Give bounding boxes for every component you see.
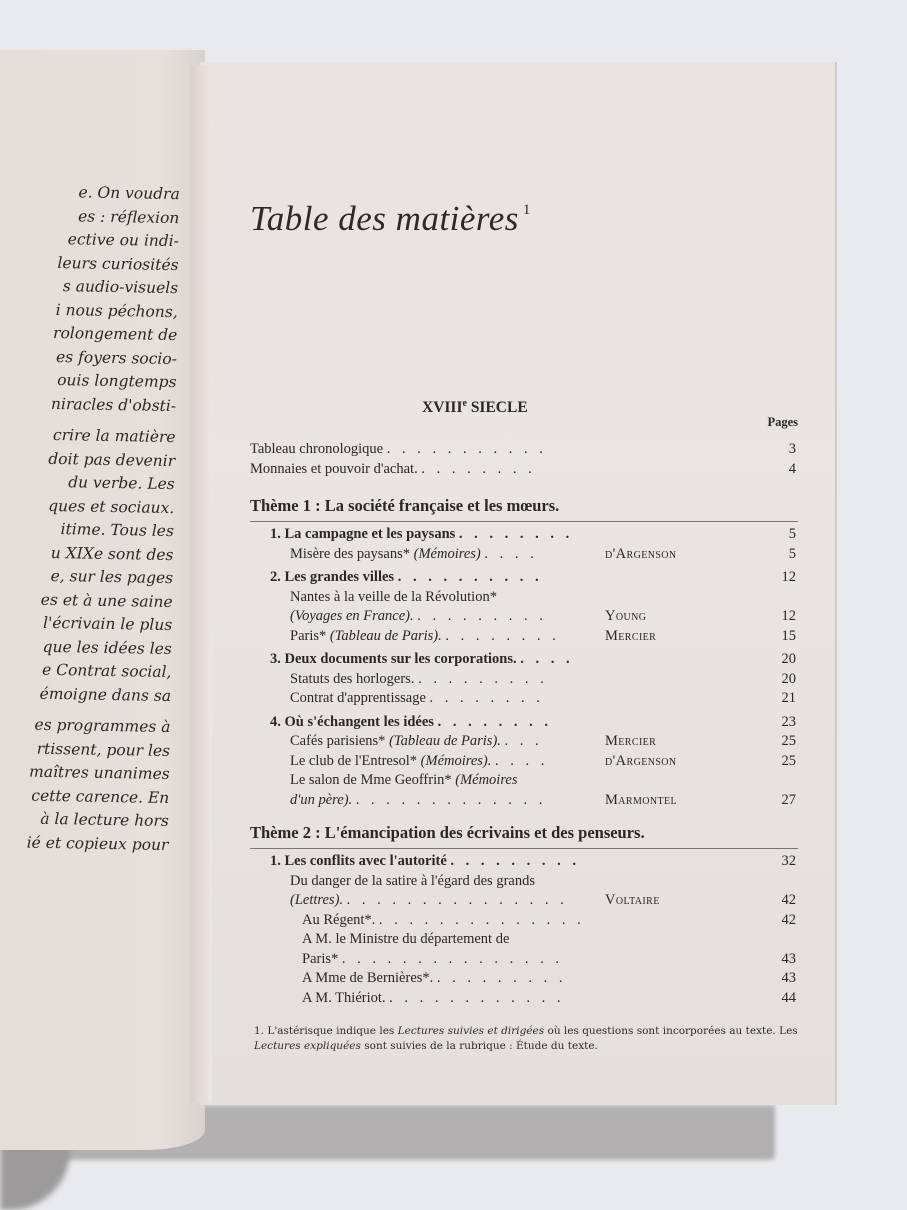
leader-dots: . . . . . . . . . . . . xyxy=(389,989,565,1006)
entry-page: 12 xyxy=(781,569,796,585)
entry-title xyxy=(250,911,585,931)
entry-title xyxy=(250,607,547,627)
entry-author: Voltaire xyxy=(605,892,660,908)
leader-dots: . . . . xyxy=(495,752,549,769)
left-page-line: ective ou indi- xyxy=(67,230,180,251)
left-page-line: à la lecture hors xyxy=(40,809,169,831)
left-page-line: rolongement de xyxy=(52,323,178,345)
left-page-line: niracles d'obsti- xyxy=(50,394,177,415)
toc-entry-row xyxy=(250,670,798,690)
entry-page: 44 xyxy=(781,989,796,1006)
theme-heading: Thème 1 : La société française et les mœurs. xyxy=(250,496,560,515)
entry-page: 12 xyxy=(781,608,796,624)
entry-page: 43 xyxy=(781,950,796,967)
entry-author: Young xyxy=(605,608,647,624)
left-page-line: es et à une saine xyxy=(40,590,173,611)
left-page-text xyxy=(0,180,180,857)
toc-entry-row xyxy=(250,950,798,970)
entry-title xyxy=(250,545,538,565)
leader-dots: . . . . . . . . xyxy=(421,460,536,477)
left-page-line: e Contrat social, xyxy=(41,660,172,682)
toc-entry-row xyxy=(250,752,798,772)
entry-text: 1. La campagne et les paysans xyxy=(270,526,456,542)
entry-text: A M. Thiériot. xyxy=(302,989,386,1006)
entry-work: (Mémoires). xyxy=(420,752,492,769)
entry-page: 25 xyxy=(781,733,796,749)
page-title-text: Table des matières xyxy=(250,199,519,238)
entry-work: d'un père). xyxy=(290,791,353,808)
left-page-line: i nous péchons, xyxy=(55,300,178,321)
leader-dots: . . . . . . . . xyxy=(429,690,544,706)
left-page-line: émoigne dans sa xyxy=(39,684,172,705)
entry-text: Paris* xyxy=(290,627,327,644)
entry-author: Marmontel xyxy=(605,791,678,808)
entry-page: 20 xyxy=(781,651,796,667)
toc-section-row xyxy=(250,650,798,670)
entry-title xyxy=(250,891,568,911)
left-page-line: es : réflexion xyxy=(77,206,180,227)
entry-text: 1. Les conflits avec l'autorité xyxy=(270,853,447,869)
entry-title xyxy=(250,568,543,588)
toc-entry-row xyxy=(250,989,798,1009)
entry-work: (Mémoires xyxy=(455,772,518,788)
entry-text: Misère des paysans* xyxy=(290,545,411,562)
entry-work: (Mémoires) xyxy=(413,545,481,562)
toc-entry-row xyxy=(250,771,798,791)
footnote-text: où les questions sont incorporées au texte. Les xyxy=(544,1025,798,1037)
leader-dots: . . . . . . . . . xyxy=(418,670,548,687)
footnote-mark: 1. xyxy=(254,1025,268,1037)
toc-body xyxy=(250,440,798,1054)
entry-title xyxy=(250,440,547,460)
entry-page: 25 xyxy=(781,752,796,769)
entry-title xyxy=(250,752,548,772)
leader-dots: . . . . . . . . . . . . . xyxy=(355,791,547,808)
left-page-line: maîtres unanimes xyxy=(28,762,170,784)
toc-entry-row xyxy=(250,689,798,709)
entry-page: 20 xyxy=(781,670,796,687)
left-page-line: e. On voudra xyxy=(78,183,180,204)
entry-text: Au Régent*. xyxy=(302,911,376,928)
toc-intro-row xyxy=(250,440,798,460)
century-label: SIECLE xyxy=(470,399,528,416)
toc-entry-row xyxy=(250,588,798,608)
entry-text: Cafés parisiens* xyxy=(290,733,386,749)
entry-page: 43 xyxy=(781,970,796,986)
leader-dots: . . . . . . . . xyxy=(458,526,574,542)
toc-entry-row xyxy=(250,930,798,950)
leader-dots: . . . . . . . . xyxy=(437,713,552,730)
entry-title xyxy=(250,771,518,791)
entry-page: 15 xyxy=(781,627,796,644)
entry-page: 5 xyxy=(788,545,796,562)
footnote-text: sont suivies de la rubrique : Étude du texte. xyxy=(360,1040,598,1052)
toc-entry-row xyxy=(250,891,798,911)
toc-entry-row xyxy=(250,969,798,989)
toc-entry-row xyxy=(250,607,798,627)
entry-title xyxy=(250,460,536,480)
toc-entry-row xyxy=(250,732,798,752)
entry-author: d'Argenson xyxy=(605,752,677,769)
footnote-text: Lectures suivies et dirigées xyxy=(397,1025,545,1037)
left-page-line: leurs curiosités xyxy=(57,253,179,274)
entry-work: (Lettres). xyxy=(290,892,344,908)
left-page-line: itime. Tous les xyxy=(60,520,175,541)
toc-entry-row xyxy=(250,545,798,565)
theme-spacer xyxy=(250,810,798,822)
leader-dots: . . . . . . . . . . . . . . xyxy=(378,911,585,928)
toc-intro-row xyxy=(250,460,798,480)
leader-dots: . . . . xyxy=(520,651,574,667)
entry-title xyxy=(250,713,552,733)
entry-page: 27 xyxy=(781,791,796,808)
entry-text: Paris* xyxy=(302,950,339,967)
left-page-line: crire la matière xyxy=(52,425,176,447)
leader-dots: . . . . . . . . . xyxy=(417,608,547,624)
entry-page: 3 xyxy=(788,441,796,457)
century-sup: e xyxy=(462,398,467,409)
entry-text: A M. le Ministre du département de xyxy=(302,931,510,947)
toc-entry-row xyxy=(250,627,798,647)
entry-page: 23 xyxy=(781,713,796,730)
entry-title xyxy=(250,930,509,950)
entry-work: (Tableau de Paris). xyxy=(329,627,442,644)
entry-text: Nantes à la veille de la Révolution* xyxy=(290,588,497,605)
entry-work: (Voyages en France). xyxy=(290,608,414,624)
entry-title xyxy=(250,689,544,709)
entry-title xyxy=(250,670,548,690)
left-page-line: l'écrivain le plus xyxy=(42,613,173,635)
entry-text: 4. Où s'échangent les idées xyxy=(270,713,434,730)
century-numeral: XVIII xyxy=(422,399,463,416)
left-page-line: ouis longtemps xyxy=(57,371,177,392)
left-page-line: ié et copieux pour xyxy=(26,833,169,854)
entry-title xyxy=(250,950,563,970)
entry-page: 32 xyxy=(781,853,796,869)
entry-title xyxy=(250,969,567,989)
toc-section-row xyxy=(250,713,798,733)
entry-text: Le salon de Mme Geoffrin* xyxy=(290,772,452,788)
entry-author: Mercier xyxy=(605,627,657,644)
theme-spacer xyxy=(250,479,798,495)
entry-page: 5 xyxy=(788,526,796,542)
book-gutter xyxy=(190,65,212,1103)
left-page-line: ques et sociaux. xyxy=(48,496,175,517)
left-page-line: e, sur les pages xyxy=(50,566,174,588)
entry-title xyxy=(250,791,546,811)
left-page-line: cette carence. En xyxy=(31,786,170,807)
footnote-text: L'astérisque indique les xyxy=(267,1025,398,1037)
entry-text: Monnaies et pouvoir d'achat. xyxy=(250,460,418,477)
left-page-line: es foyers socio- xyxy=(55,347,178,368)
left-page-line: doit pas devenir xyxy=(48,449,176,470)
entry-title xyxy=(250,627,560,647)
entry-title xyxy=(250,732,543,752)
entry-title xyxy=(250,650,574,670)
pages-column-label: Pages xyxy=(767,415,798,429)
toc-section-row xyxy=(250,525,798,545)
leader-dots: . . . . . . . . . xyxy=(436,970,567,986)
entry-title xyxy=(250,989,565,1009)
entry-author: Mercier xyxy=(605,733,657,749)
left-page-line: s audio-visuels xyxy=(62,277,179,298)
entry-text: Contrat d'apprentissage xyxy=(290,690,426,706)
entry-title xyxy=(250,852,580,872)
leader-dots: . . . . xyxy=(484,545,538,562)
leader-dots: . . . xyxy=(504,733,543,749)
entry-page: 42 xyxy=(781,892,796,908)
entry-text: Statuts des horlogers. xyxy=(290,670,415,687)
entry-work: (Tableau de Paris). xyxy=(389,733,501,749)
footnote-spacer xyxy=(250,1008,798,1014)
leader-dots: . . . . . . . . . . . . . . . xyxy=(346,892,568,908)
leader-dots: . . . . . . . . . xyxy=(450,853,581,869)
toc-section-row xyxy=(250,852,798,872)
entry-title xyxy=(250,525,573,545)
toc-entry-row xyxy=(250,872,798,892)
table-of-contents xyxy=(250,190,798,1052)
leader-dots: . . . . . . . . xyxy=(445,627,560,644)
entry-text: 3. Deux documents sur les corporations. xyxy=(270,651,517,667)
toc-entry-row xyxy=(250,911,798,931)
entry-text: Le club de l'Entresol* xyxy=(290,752,418,769)
entry-page: 21 xyxy=(781,690,796,706)
footnote-text: Lectures expliquées xyxy=(254,1040,361,1052)
century-heading xyxy=(422,398,528,417)
leader-dots: . . . . . . . . . . . xyxy=(386,441,547,457)
toc-section-row xyxy=(250,568,798,588)
theme-rule xyxy=(250,848,798,849)
entry-text: 2. Les grandes villes xyxy=(270,569,395,585)
entry-text: Du danger de la satire à l'égard des grands xyxy=(290,872,535,889)
leader-dots: . . . . . . . . . . xyxy=(397,569,543,585)
left-page-line: rtissent, pour les xyxy=(36,739,171,760)
left-page-line: es programmes à xyxy=(34,715,171,737)
entry-page: 4 xyxy=(788,460,796,477)
page-title xyxy=(250,190,798,239)
leader-dots: . . . . . . . . . . . . . . . xyxy=(341,950,563,967)
footnote xyxy=(250,1024,798,1054)
footnote-mark: 1 xyxy=(522,202,531,218)
entry-text: Tableau chronologique xyxy=(250,441,384,457)
theme-rule xyxy=(250,521,798,522)
left-page-line: du verbe. Les xyxy=(68,473,175,494)
theme-heading: Thème 2 : L'émancipation des écrivains et des penseurs. xyxy=(250,823,645,842)
left-page-line: que les idées les xyxy=(42,637,173,658)
entry-title xyxy=(250,588,497,608)
entry-text: A Mme de Bernières*. xyxy=(302,970,434,986)
entry-title xyxy=(250,872,535,892)
left-page-line: u XIXe sont des xyxy=(50,543,174,564)
toc-entry-row xyxy=(250,791,798,811)
entry-author: d'Argenson xyxy=(605,545,677,562)
entry-page: 42 xyxy=(781,911,796,928)
